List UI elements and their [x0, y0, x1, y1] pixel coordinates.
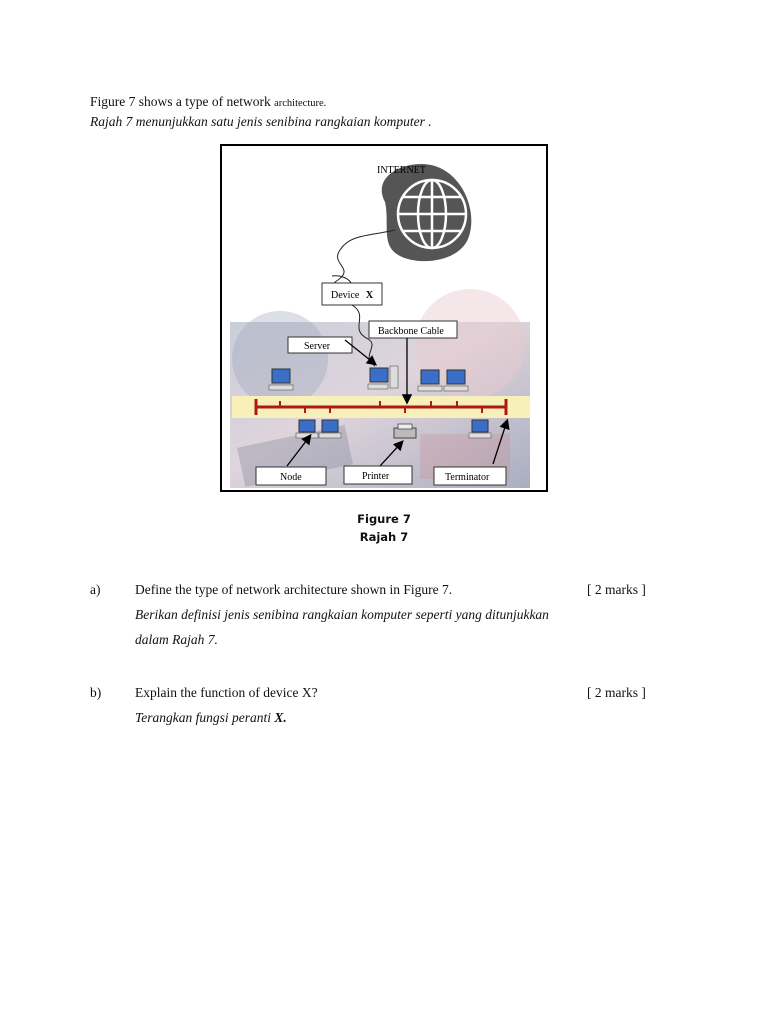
computer-icon: [418, 370, 442, 391]
marks: [ 2 marks ]: [587, 582, 646, 597]
node-label: Node: [280, 472, 302, 483]
internet-label: INTERNET: [377, 165, 426, 176]
computer-icon: [469, 420, 491, 438]
globe-icon: [398, 180, 466, 248]
intro-malay: Rajah 7 menunjukkan satu jenis senibina rangkaian komputer .: [90, 114, 432, 129]
intro-english: Figure 7 shows a type of network architecture.: [90, 94, 327, 109]
printer-label: Printer: [362, 471, 390, 482]
question-english: Explain the function of device X?: [135, 685, 318, 700]
computer-icon: [319, 420, 341, 438]
terminator-label: Terminator: [445, 472, 490, 483]
intro: [90, 93, 432, 131]
figure-caption-malay: Rajah 7: [359, 530, 409, 544]
computer-icon: [269, 369, 293, 390]
question-malay: Terangkan fungsi peranti X.: [135, 710, 287, 725]
marks: [ 2 marks ]: [587, 685, 646, 700]
device-x-label: Device X: [331, 290, 374, 301]
server-label: Server: [304, 341, 331, 352]
question-number: b): [90, 685, 102, 700]
figure-caption-english: Figure 7: [357, 512, 411, 526]
network-figure: [220, 144, 548, 492]
question-english: Define the type of network architecture shown in Figure 7.: [135, 582, 453, 597]
server-icon: [368, 366, 398, 389]
backbone-label: Backbone Cable: [378, 326, 444, 337]
computer-icon: [296, 420, 318, 438]
question-number: a): [90, 582, 101, 597]
question-malay: Berikan definisi jenis senibina rangkaian komputer seperti yang ditunjukkan dalam Rajah 7.: [135, 607, 549, 647]
computer-icon: [444, 370, 468, 391]
